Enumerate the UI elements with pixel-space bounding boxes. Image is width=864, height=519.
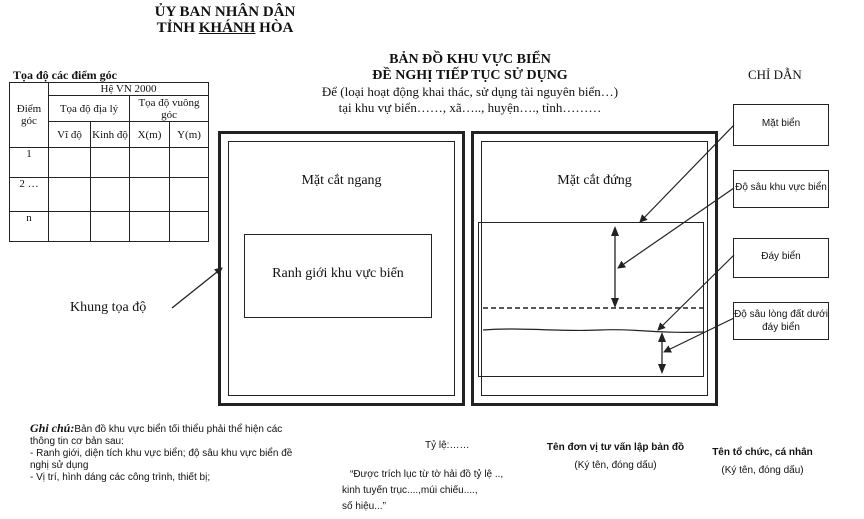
- point-header-cell: Điểm góc: [10, 83, 49, 148]
- agency-line-1: ỦY BAN NHÂN DÂN: [154, 4, 296, 20]
- frame-pointer-arrow: [172, 268, 222, 308]
- subsoil-line: [483, 329, 704, 332]
- row-label: n: [10, 212, 49, 242]
- frame-label: Khung tọa độ: [70, 300, 147, 315]
- consultant-signature: [528, 439, 703, 475]
- notes-item-2: - Vị trí, hình dáng các công trình, thiết bị;: [30, 472, 211, 483]
- seabed-pointer-arrow: [658, 255, 734, 330]
- quote-line-1: “Được trích lục từ tờ hải đồ tỷ lệ ..,: [350, 469, 504, 480]
- org-sign-note: (Ký tên, đóng dấu): [721, 465, 804, 476]
- vertical-section-label: Mặt cắt đứng: [557, 173, 632, 188]
- row-label: 1: [10, 148, 49, 178]
- title-line-3: Để (loại hoạt động khai thác, sử dụng tài nguyên biển…): [321, 84, 619, 99]
- legend-subsoil-line1: Độ sâu lòng đất dưới: [734, 309, 828, 320]
- title-line-2: ĐỀ NGHỊ TIẾP TỤC SỬ DỤNG: [372, 68, 568, 83]
- cross-section-label: Mặt cắt ngang: [301, 173, 382, 188]
- legend-title: CHỈ DẪN: [748, 67, 802, 82]
- lon-header-cell: Kinh độ: [91, 122, 130, 148]
- consultant-title: Tên đơn vị tư vấn lập bản đồ: [546, 442, 685, 453]
- title-line-4: tại khu vự biển……, xã….., huyện…., tỉnh………: [338, 100, 602, 115]
- legend-subsoil-line2: đáy biển: [762, 322, 800, 333]
- title-line-1: BẢN ĐỒ KHU VỰC BIỂN: [389, 52, 551, 67]
- x-header-cell: X(m): [130, 122, 170, 148]
- system-cell: Hệ VN 2000: [49, 83, 209, 96]
- depth-pointer-arrow: [618, 188, 734, 268]
- legend-seabed-label: Đáy biển: [761, 251, 801, 262]
- coord-table-caption: Tọa độ các điểm góc: [13, 68, 117, 82]
- consultant-sign-note: (Ký tên, đóng dấu): [574, 460, 657, 471]
- geo-group-cell: Tọa độ địa lý: [49, 96, 130, 122]
- quote-line-3: số hiệu...”: [342, 501, 386, 512]
- row-label: 2 …: [10, 178, 49, 212]
- agency-line-2: TỈNH KHÁNH HÒA: [156, 20, 294, 36]
- chart-source-quote: [342, 467, 532, 515]
- quote-line-2: kinh tuyến trục....,múi chiếu....,: [342, 485, 478, 496]
- notes-intro: Bản đồ khu vực biển tối thiểu phải thể hiện các thông tin cơ bản sau:: [30, 424, 283, 447]
- square-group-cell: Tọa độ vuông góc: [130, 96, 209, 122]
- lat-header-cell: Vĩ độ: [49, 122, 91, 148]
- legend-depth-label: Độ sâu khu vực biển: [735, 182, 827, 193]
- notes-block: [30, 422, 295, 484]
- y-header-cell: Y(m): [170, 122, 209, 148]
- scale-label: Tỷ lệ:……: [425, 440, 470, 451]
- boundary-label: Ranh giới khu vực biển: [272, 266, 404, 281]
- surface-pointer-arrow: [640, 125, 734, 222]
- notes-label: Ghi chú:: [30, 421, 75, 435]
- org-title: Tên tổ chức, cá nhân: [712, 447, 813, 458]
- org-signature: [700, 444, 825, 480]
- notes-item-1: - Ranh giới, diện tích khu vực biển; độ sâu khu vực biển đề nghị sử dụng: [30, 448, 293, 471]
- subsoil-pointer-arrow: [664, 318, 734, 352]
- legend-surface-label: Mặt biển: [761, 118, 801, 129]
